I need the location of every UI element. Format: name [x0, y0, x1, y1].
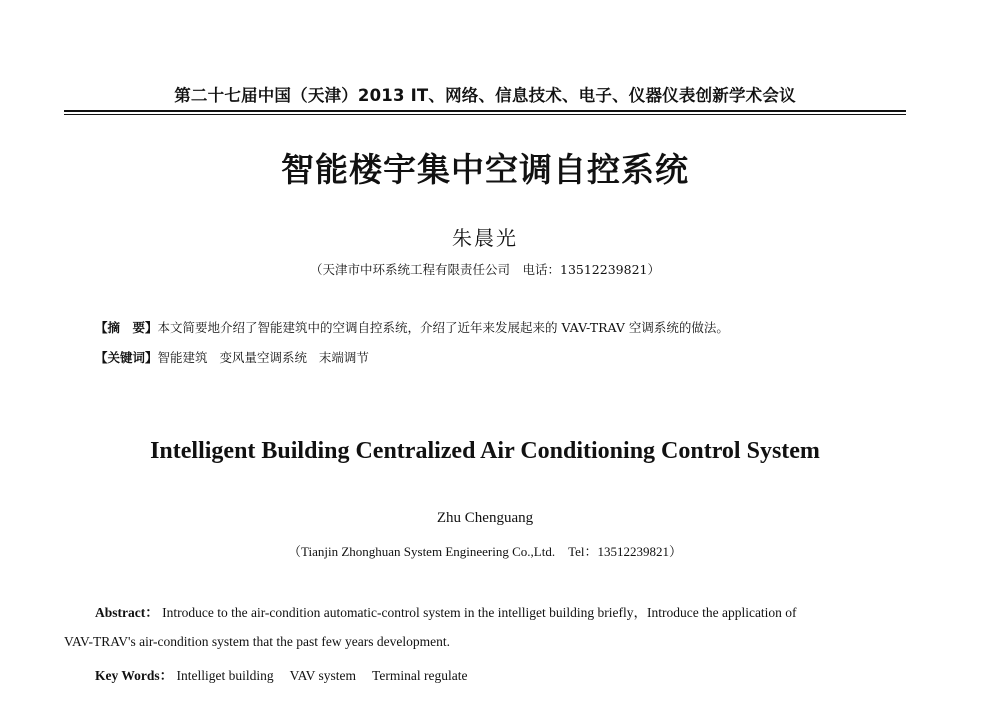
english-abstract-line-1 — [95, 601, 797, 621]
chinese-keyword: 末端调节 — [318, 350, 369, 365]
english-abstract-text: Introduce to the air-condition automatic-control system in the intelliget building briefly，Introduce the application of — [162, 605, 797, 620]
english-abstract-line-2 — [64, 634, 450, 650]
english-title: Intelligent Building Centralized Air Conditioning Control System — [150, 438, 820, 464]
english-abstract-label: Abstract： — [95, 605, 159, 620]
header-rule-thick — [64, 110, 906, 112]
chinese-keywords — [95, 348, 915, 366]
english-keyword: Intelliget building — [176, 668, 274, 683]
chinese-abstract-text: 本文简要地介绍了智能建筑中的空调自控系统，介绍了近年来发展起来的 VAV-TRAV 空调系统的做法。 — [157, 320, 729, 335]
chinese-keywords-label: 【关键词】 — [95, 350, 158, 365]
english-keyword: VAV system — [289, 668, 357, 683]
english-abstract-text: VAV-TRAV's air-condition system that the past few years development. — [64, 634, 450, 649]
chinese-author: 朱晨光 — [452, 226, 518, 250]
chinese-abstract-label: 【摘 要】 — [95, 320, 158, 335]
conference-header: 第二十七届中国（天津）2013 IT、网络、信息技术、电子、仪器仪表创新学术会议 — [174, 86, 796, 105]
english-keywords-label: Key Words： — [95, 668, 174, 683]
chinese-keyword: 智能建筑 — [157, 350, 208, 365]
chinese-abstract — [95, 318, 915, 336]
chinese-affiliation: （天津市中环系统工程有限责任公司 电话：13512239821） — [310, 262, 660, 277]
header-rule-thin — [64, 114, 906, 115]
english-author: Zhu Chenguang — [436, 510, 534, 526]
chinese-keyword: 变风量空调系统 — [219, 350, 307, 365]
english-affiliation: （Tianjin Zhonghuan System Engineering Co.,Ltd. Tel：13512239821） — [287, 544, 682, 559]
chinese-title: 智能楼宇集中空调自控系统 — [281, 150, 689, 189]
english-keywords — [95, 664, 467, 684]
english-keyword: Terminal regulate — [372, 668, 468, 683]
